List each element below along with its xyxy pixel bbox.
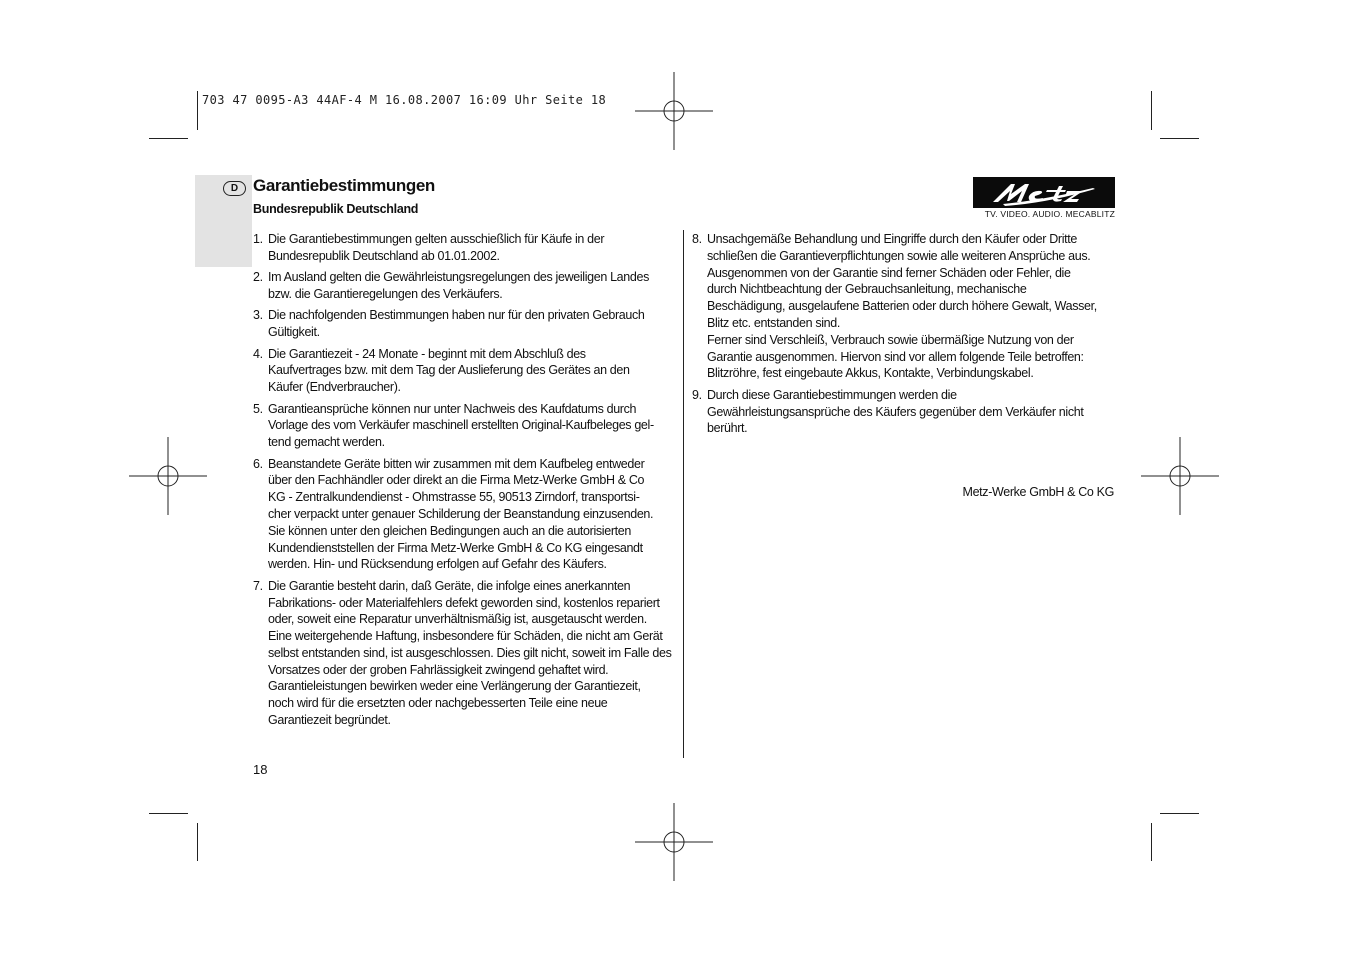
column-divider [683,230,684,758]
list-item-text: Durch diese Garantiebestimmungen werden die Gewährleistungsansprüche des Käufers gegenüber dem Verkäufer nicht berührt. [707,387,1084,436]
crop-mark [1151,823,1152,861]
crop-mark [149,813,188,814]
list-item-number: 9. [692,387,702,402]
list-item [692,387,1117,437]
registration-mark-left [129,437,207,515]
list-item-number: 1. [253,232,263,246]
list-item-number: 4. [253,346,263,361]
list-item-text: Garantieansprüche können nur unter Nachweis des Kaufdatums durch Vorlage des vom Verkäufer maschinell erstellten Original-Kaufbeleges gel- tend gemacht werden. [268,401,654,450]
crop-mark [197,823,198,861]
left-column [253,231,675,733]
list-item-text: Beanstandete Geräte bitten wir zusammen mit dem Kaufbeleg entweder über den Fachhändler oder direkt an die Firma Metz-Werke GmbH & Co KG - Zentralkundendienst - Ohmstrasse 55, 90513 Zirndorf, transportsi- cher verpackt unter genauer Schilderung der Beanstandung einzusenden. Sie können unter den gleichen Bedingungen auch an die autorisierten Kundendienststellen der Firma Metz-Werke GmbH & Co KG eingesandt werden. Hin- und Rücksendung erfolgen auf Gefahr des Käufers. [268,456,654,572]
print-slug: 703 47 0095-A3 44AF-4 M 16.08.2007 16:09 Uhr Seite 18 [202,93,607,107]
page-subtitle: Bundesrepublik Deutschland [253,202,419,216]
company-signature: Metz-Werke GmbH & Co KG [962,485,1114,499]
crop-mark [1151,91,1152,130]
list-item-text: Die Garantie besteht darin, daß Geräte, die infolge eines anerkannten Fabrikations- oder Materialfehlers defekt geworden sind, kostenlos repariert oder, soweit eine Reparatur unverhältnismäßig ist, ausgetauscht werden. Eine weitergehende Haftung, insbesondere für Schäden, die nicht am Gerät selbst entstanden sind, ist ausgeschlossen. Dies gilt nicht, soweit im Falle des Vorsatzes oder der groben Fahrlässigkeit zwingend gehaftet wird. Garantieleistungen bewirken weder eine Verlängerung der Garantiezeit, noch wird für die ersetzten oder nachgebesserten Teile eine neue Garantiezeit begründet. [268,578,672,728]
list-item-text: Die nachfolgenden Bestimmungen haben nur für den privaten Gebrauch Gültigkeit. [268,308,645,340]
registration-mark-top [635,72,713,150]
language-badge: D [223,181,246,196]
crop-mark [1160,138,1199,139]
registration-mark-right [1141,437,1219,515]
logo-caption: TV. VIDEO. AUDIO. MECABLITZ [984,209,1115,219]
list-item [253,578,675,729]
list-item [253,307,675,341]
list-item-number: 7. [253,578,263,593]
page-number: 18 [253,762,268,777]
list-item [253,231,675,265]
list-item [253,456,675,574]
list-item-number: 8. [692,232,702,246]
registration-mark-bottom [635,803,713,881]
list-item-text: Die Garantiebestimmungen gelten ausschießlich für Käufe in der Bundesrepublik Deutschland ab 01.01.2002. [268,232,605,263]
list-item-text: Im Ausland gelten die Gewährleistungsregelungen des jeweiligen Landes bzw. die Garantieregelungen des Verkäufers. [268,270,649,301]
list-item-number: 3. [253,308,263,323]
crop-mark [197,91,198,130]
list-item-text: Unsachgemäße Behandlung und Eingriffe durch den Käufer oder Dritte schließen die Garantieverpflichtungen sowie alle weiteren Ansprüche aus. Ausgenommen von der Garantie sind ferner Schäden oder Fehler, die durch Nichtbeachtung der Gebrauchsanleitung, mechanische Beschädigung, ausgelaufene Batterien oder durch höhere Gewalt, Wasser, Blitz etc. entstanden sind. Ferner sind Verschleiß, Verbrauch sowie übermäßige Nutzung von der Garantie ausgenommen. Hiervon sind vor allem folgende Teile betroffen: Blitzröhre, fest eingebaute Akkus, Kontakte, Verbindungskabel. [707,232,1097,381]
list-item-number: 5. [253,401,263,416]
list-item [253,269,675,303]
crop-mark [1160,813,1199,814]
list-item [253,401,675,451]
list-item-text: Die Garantiezeit - 24 Monate - beginnt mit dem Abschluß des Kaufvertrages bzw. mit dem Tag der Auslieferung des Gerätes an den Käufer (Endverbraucher). [268,346,630,395]
list-item-number: 2. [253,270,263,285]
list-item-number: 6. [253,456,263,471]
metz-logo [973,177,1115,208]
crop-mark [149,138,188,139]
right-column [692,231,1117,442]
page-title: Garantiebestimmungen [253,176,435,195]
list-item [253,346,675,396]
list-item [692,231,1117,382]
metz-logo-icon [973,177,1115,208]
